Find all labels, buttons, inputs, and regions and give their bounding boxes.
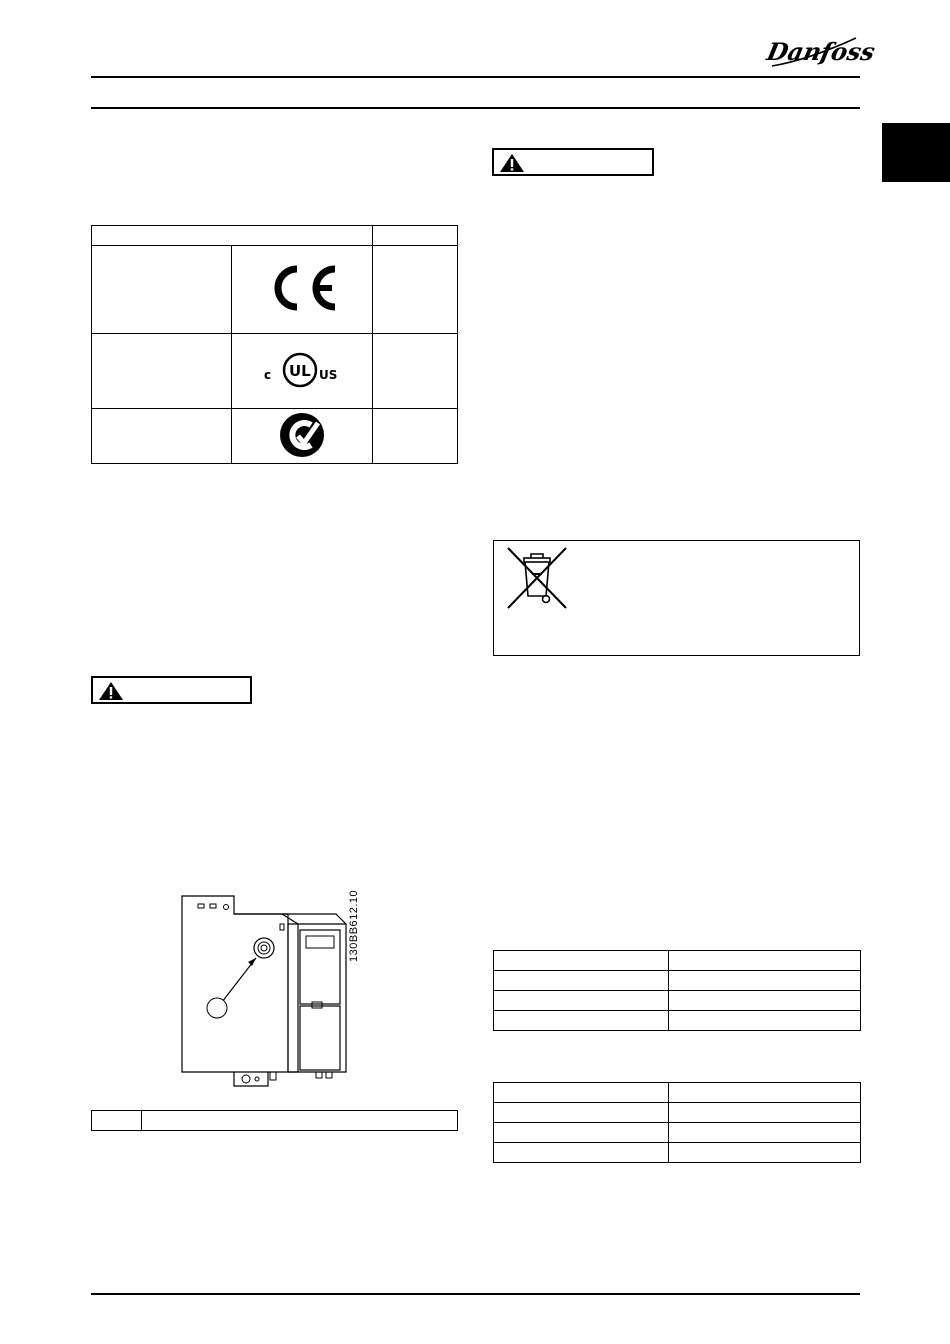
table-cell [669,1123,861,1143]
figure-id: 130BB612.10 [348,889,360,962]
drive-figure [176,890,356,1090]
crossed-out-wheelie-bin-icon [504,544,570,610]
table-cell [669,1103,861,1123]
table-cell [373,334,458,409]
warning-box-left [91,676,252,704]
svg-text:Danfoss: Danfoss [764,37,878,66]
table-cell [669,1083,861,1103]
ul-center: UL [289,361,311,380]
warning-box-right [492,148,654,176]
ul-mark-cell [232,334,373,409]
warning-triangle-icon [499,153,525,173]
table-cell [92,334,232,409]
table-cell [669,991,861,1011]
table-cell [669,1011,861,1031]
table-cell [494,1143,669,1163]
header-rule-top [91,76,860,78]
spec-table-2 [493,1082,861,1163]
table-cell [373,246,458,334]
table-cell [494,1103,669,1123]
table-cell [669,971,861,991]
header-rule-bottom [91,107,860,109]
table-cell [494,1123,669,1143]
danfoss-logo [764,30,878,72]
table-cell [494,1083,669,1103]
ce-mark-cell [232,246,373,334]
disposal-notice-box [493,540,860,656]
table-cell [669,951,861,971]
table-cell [494,951,669,971]
footer-rule [91,1293,860,1295]
table-cell [92,409,232,464]
ul-suffix: US [319,367,338,382]
table-cell [494,991,669,1011]
table-cell [669,1143,861,1163]
figure-legend-table [91,1110,458,1131]
spec-table-1 [493,950,861,1031]
ul-listed-mark-icon [262,345,342,395]
legend-key-cell [92,1111,142,1131]
legend-value-cell [142,1111,458,1131]
c-tick-mark-icon [278,411,326,459]
table-cell [92,246,232,334]
c-tick-mark-cell [232,409,373,464]
table-header-cell [92,226,373,246]
table-cell [494,1011,669,1031]
table-cell [373,409,458,464]
table-cell [494,971,669,991]
certification-table [91,225,458,464]
ul-prefix: c [264,367,272,382]
table-header-cell [373,226,458,246]
warning-triangle-icon [98,681,124,701]
ce-mark-icon [264,263,340,313]
chapter-tab [882,123,950,182]
